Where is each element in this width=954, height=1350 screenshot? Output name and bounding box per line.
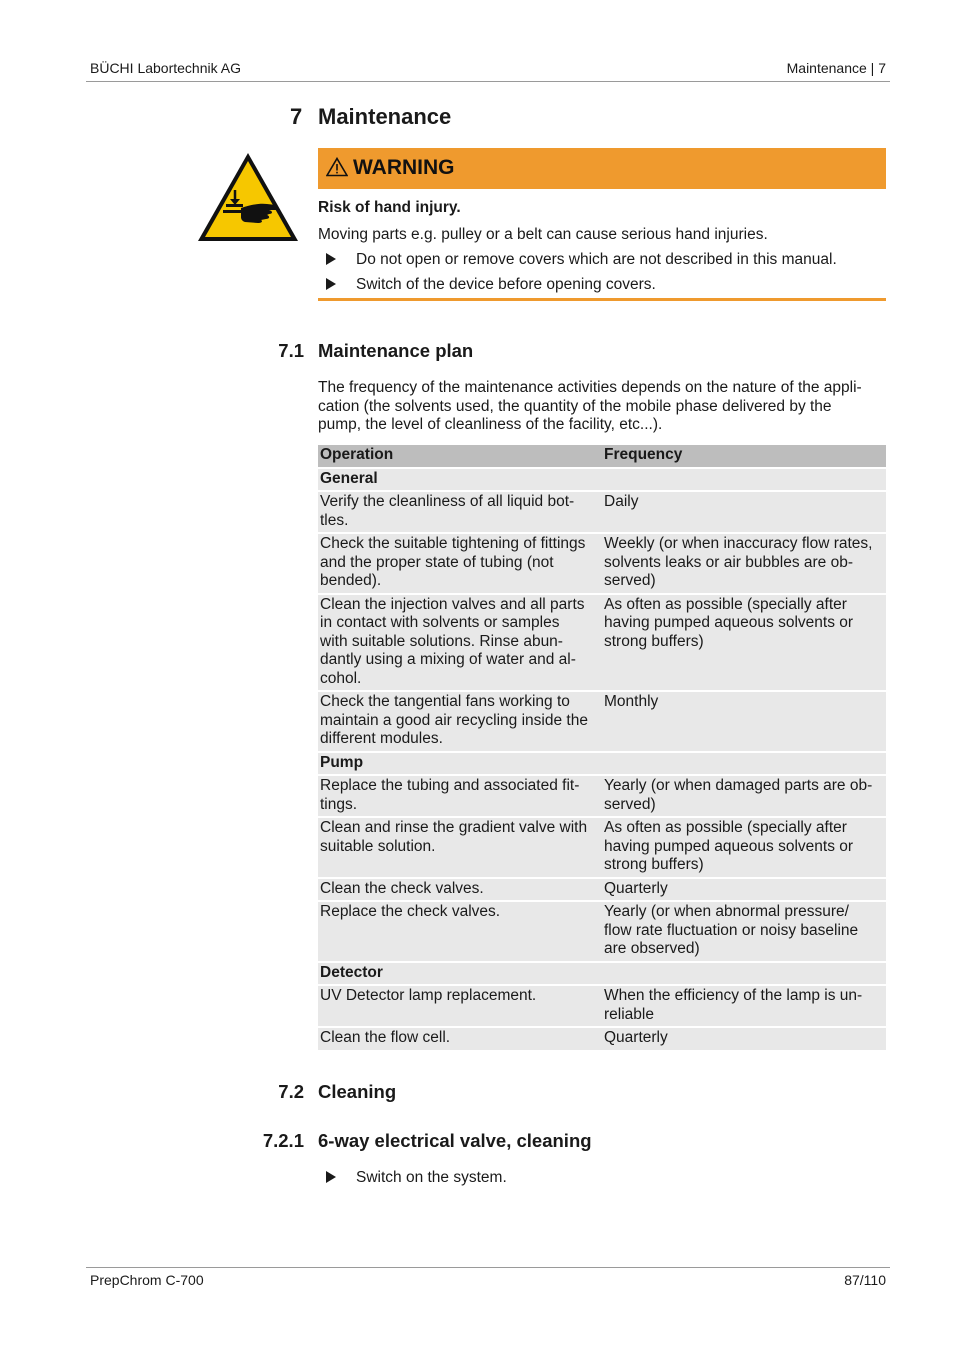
table-row <box>318 879 886 901</box>
warning-bullet: Switch of the device before opening covers. <box>326 276 336 294</box>
header-company: BÜCHI Labortechnik AG <box>90 60 241 76</box>
chapter-title <box>290 104 451 130</box>
frequency-cell: Quarterly <box>602 1028 886 1050</box>
table-row <box>318 692 886 751</box>
header-chapter: Maintenance | 7 <box>786 60 886 76</box>
warning-risk: Risk of hand injury. <box>318 199 461 216</box>
table-row <box>318 1028 886 1050</box>
operation-cell: Pump <box>318 753 602 775</box>
chapter-number: 7 <box>290 104 303 129</box>
operation-cell: UV Detector lamp replacement. <box>318 986 602 1026</box>
frequency-cell: Quarterly <box>602 879 886 901</box>
maintenance-intro: The frequency of the maintenance activities depends on the nature of the appli- cation (the solvents used, the quantity of the mobile phase delivered by the pump, the level of cleanliness of the facility, etc...). <box>318 379 862 433</box>
table-row <box>318 902 886 961</box>
footer-product: PrepChrom C-700 <box>90 1272 204 1288</box>
frequency-cell: Monthly <box>602 692 886 751</box>
operation-cell: Replace the tubing and associated fit- tings. <box>318 776 602 816</box>
table-row <box>318 534 886 593</box>
operation-cell: Clean the injection valves and all parts in contact with solvents or samples with suitable solutions. Rinse abun- dantly using a mixing of water and al- cohol. <box>318 595 602 691</box>
table-section-row <box>318 963 886 985</box>
header-divider <box>86 81 890 82</box>
frequency-cell <box>602 469 886 491</box>
bullet-arrow-icon <box>326 253 336 265</box>
warning-bottom-rule <box>318 298 886 301</box>
frequency-cell <box>602 963 886 985</box>
frequency-cell: Yearly (or when damaged parts are ob- served) <box>602 776 886 816</box>
warning-bullet: Do not open or remove covers which are not described in this manual. <box>326 251 336 269</box>
frequency-cell: As often as possible (specially after having pumped aqueous solvents or strong buffers) <box>602 595 886 691</box>
footer-page-number: 87/110 <box>844 1272 886 1288</box>
operation-cell: Check the tangential fans working to maintain a good air recycling inside the different modules. <box>318 692 602 751</box>
operation-cell: Replace the check valves. <box>318 902 602 961</box>
maintenance-plan-table <box>318 443 886 1052</box>
table-section-row <box>318 753 886 775</box>
frequency-cell: Weekly (or when inaccuracy flow rates, solvents leaks or air bubbles are ob- served) <box>602 534 886 593</box>
warning-banner <box>318 148 886 189</box>
table-row <box>318 595 886 691</box>
warning-description: Moving parts e.g. pulley or a belt can cause serious hand injuries. <box>318 226 768 243</box>
table-row <box>318 818 886 877</box>
table-header-row <box>318 445 886 467</box>
table-row <box>318 986 886 1026</box>
frequency-cell: When the efficiency of the lamp is un- reliable <box>602 986 886 1026</box>
operation-cell: Verify the cleanliness of all liquid bot- tles. <box>318 492 602 532</box>
footer-divider <box>86 1267 890 1268</box>
hand-crush-hazard-icon <box>195 150 301 244</box>
chapter-title-text: Maintenance <box>318 104 452 129</box>
column-header-frequency: Frequency <box>602 445 886 467</box>
cleaning-step-bullet: Switch on the system. <box>326 1169 336 1187</box>
operation-cell: Clean the flow cell. <box>318 1028 602 1050</box>
frequency-cell: Daily <box>602 492 886 532</box>
bullet-arrow-icon <box>326 1171 336 1183</box>
section-heading-7-2: 7.2 Cleaning <box>278 1081 397 1102</box>
operation-cell: Check the suitable tightening of fittings and the proper state of tubing (not bended). <box>318 534 602 593</box>
bullet-arrow-icon <box>326 278 336 290</box>
table-row <box>318 776 886 816</box>
column-header-operation: Operation <box>318 445 602 467</box>
section-heading-7-1: 7.1 Maintenance plan <box>278 340 474 361</box>
frequency-cell <box>602 753 886 775</box>
frequency-cell: Yearly (or when abnormal pressure/ flow rate fluctuation or noisy baseline are observed) <box>602 902 886 961</box>
warning-label: WARNING <box>353 156 455 179</box>
operation-cell: General <box>318 469 602 491</box>
frequency-cell: As often as possible (specially after having pumped aqueous solvents or strong buffers) <box>602 818 886 877</box>
section-heading-7-2-1: 7.2.1 6-way electrical valve, cleaning <box>262 1130 592 1151</box>
operation-cell: Detector <box>318 963 602 985</box>
table-row <box>318 492 886 532</box>
operation-cell: Clean the check valves. <box>318 879 602 901</box>
warning-triangle-icon <box>326 157 348 177</box>
operation-cell: Clean and rinse the gradient valve with suitable solution. <box>318 818 602 877</box>
table-section-row <box>318 469 886 491</box>
